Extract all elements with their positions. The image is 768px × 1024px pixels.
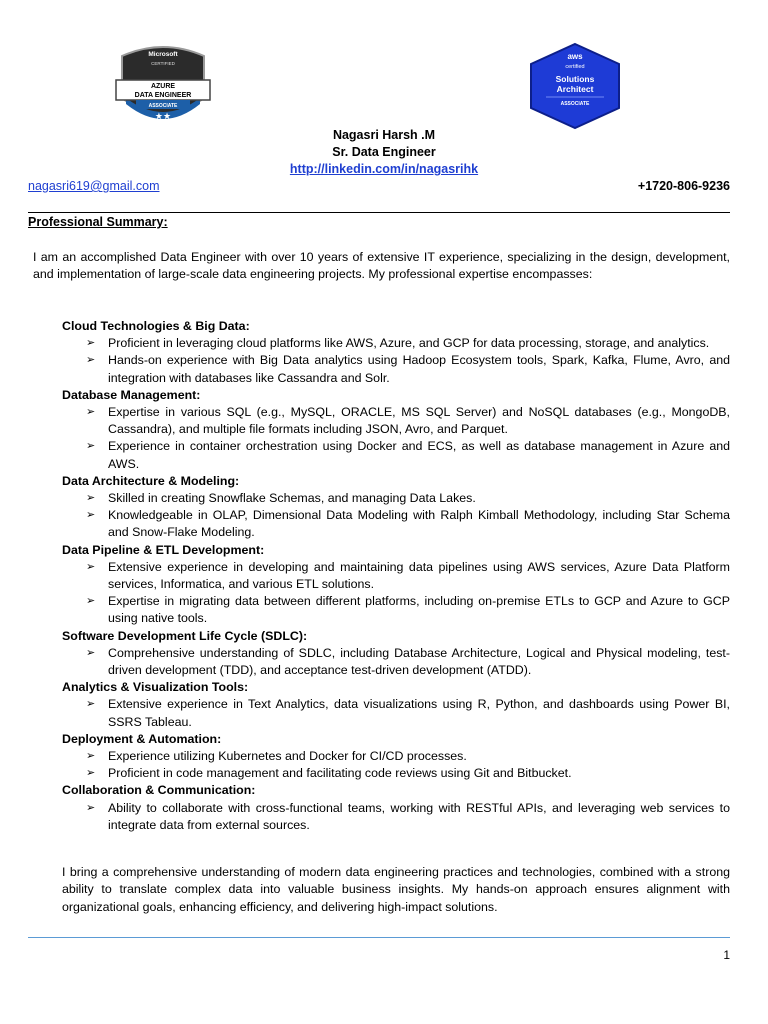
category-title: Data Pipeline & ETL Development: (62, 542, 265, 557)
arrow-bullet-icon: ➢ (86, 801, 96, 814)
aws-solutions-architect-badge (526, 42, 624, 130)
arrow-bullet-icon: ➢ (86, 354, 96, 367)
arrow-bullet-icon: ➢ (86, 406, 96, 419)
badge-line2: DATA ENGINEER (134, 92, 192, 99)
arrow-bullet-icon: ➢ (86, 509, 96, 522)
bullet-item (62, 438, 730, 472)
aws-line1: Solutions (555, 74, 595, 84)
badge-line1: AZURE (150, 83, 176, 90)
bullet-item (62, 490, 730, 507)
arrow-bullet-icon: ➢ (86, 595, 96, 608)
category-title: Collaboration & Communication: (62, 783, 256, 798)
arrow-bullet-icon: ➢ (86, 337, 96, 350)
bullet-item (62, 645, 730, 679)
bullet-item (62, 765, 730, 782)
category-title: Cloud Technologies & Big Data: (62, 319, 250, 333)
arrow-bullet-icon: ➢ (86, 646, 96, 659)
azure-data-engineer-badge (114, 42, 212, 130)
bullet-item (62, 559, 730, 593)
bullet-text: Extensive experience in Text Analytics, data visualizations using R, Python, and dashboards using Power BI, SSRS Tableau. (108, 697, 730, 729)
intro-paragraph: I am an accomplished Data Engineer with over 10 years of extensive IT experience, specializing in the design, development, and implementation of large-scale data engineering projects. My professional expertise encompasses: (33, 250, 730, 282)
arrow-bullet-icon: ➢ (86, 750, 96, 763)
header-divider (28, 212, 730, 213)
page-number: 1 (723, 948, 730, 962)
candidate-name: Nagasri Harsh .M (332, 128, 436, 142)
job-title: Sr. Data Engineer (332, 145, 436, 159)
bullet-text: Comprehensive understanding of SDLC, including Database Architecture, Logical and Physical modeling, test-driven development (TDD), and acceptance test-driven development (ATDD). (108, 645, 730, 678)
bullet-item (62, 800, 730, 834)
phone-number: +1720-806-9236 (637, 179, 730, 193)
aws-line2: Architect (556, 84, 594, 94)
bullet-text: Expertise in migrating data between different platforms, including on-premise ETLs to GCP and Azure to GCP using native tools. (108, 594, 730, 626)
badge-level: ASSOCIATE (148, 103, 178, 109)
bullet-text: Knowledgeable in OLAP, Dimensional Data Modeling with Ralph Kimball Methodology, including Star Schema and Snow-Flake Modeling. (108, 508, 730, 540)
email-link[interactable]: nagasri619@gmail.com (28, 179, 160, 193)
category-title: Analytics & Visualization Tools: (62, 680, 249, 695)
bullet-text: Experience in container orchestration using Docker and ECS, as well as database management in Azure and AWS. (108, 439, 730, 471)
category-title: Software Development Life Cycle (SDLC): (62, 628, 308, 643)
linkedin-link[interactable]: http://linkedin.com/in/nagasrihk (289, 162, 479, 176)
bullet-text: Hands-on experience with Big Data analytics using Hadoop Ecosystem tools, Spark, Kafka, Flume, Avro, and integration with databases like Cassandra and Solr. (108, 353, 730, 385)
bullet-item (62, 696, 730, 730)
bullet-item (62, 352, 730, 386)
arrow-bullet-icon: ➢ (86, 440, 96, 453)
aws-brand: aws (567, 52, 583, 61)
footer-divider (28, 937, 730, 938)
expertise-list (62, 318, 730, 834)
bullet-item (62, 404, 730, 438)
bullet-text: Skilled in creating Snowflake Schemas, and managing Data Lakes. (108, 491, 476, 506)
bullet-text: Experience utilizing Kubernetes and Docker for CI/CD processes. (108, 749, 467, 764)
aws-certified: certified (565, 64, 585, 70)
bullet-item (62, 593, 730, 627)
bullet-text: Extensive experience in developing and maintaining data pipelines using AWS services, Azure Data Platform services, Informatica, and various ETL solutions. (108, 559, 730, 592)
arrow-bullet-icon: ➢ (86, 560, 96, 573)
badge-stars: ★★ (154, 112, 172, 122)
category-title: Database Management: (62, 387, 201, 402)
badge-brand: Microsoft (148, 51, 178, 58)
badge-certified: CERTIFIED (151, 61, 175, 66)
section-heading: Professional Summary: (28, 215, 168, 229)
arrow-bullet-icon: ➢ (86, 767, 96, 780)
bullet-text: Proficient in leveraging cloud platforms like AWS, Azure, and GCP for data processing, storage, and analytics. (108, 336, 710, 351)
aws-level: ASSOCIATE (560, 101, 590, 107)
category-title: Data Architecture & Modeling: (62, 473, 240, 488)
bullet-text: Expertise in various SQL (e.g., MySQL, ORACLE, MS SQL Server) and NoSQL databases (e.g., MongoDB, Cassandra), and multiple file formats including JSON, Avro, and Parquet. (108, 405, 730, 437)
category-title: Deployment & Automation: (62, 731, 222, 746)
closing-paragraph: I bring a comprehensive understanding of modern data engineering practices and technologies, combined with a strong ability to translate complex data into valuable business insights. My hands-on approach ensures alignment with organizational goals, enhancing efficiency, and delivering high-impact solutions. (62, 865, 730, 914)
bullet-item (62, 507, 730, 541)
bullet-text: Ability to collaborate with cross-functional teams, working with RESTful APIs, and leveraging web services to integrate data from external sources. (108, 800, 730, 832)
bullet-item (62, 748, 730, 765)
bullet-item (62, 335, 730, 352)
arrow-bullet-icon: ➢ (86, 698, 96, 711)
arrow-bullet-icon: ➢ (86, 492, 96, 505)
bullet-text: Proficient in code management and facilitating code reviews using Git and Bitbucket. (108, 766, 572, 781)
